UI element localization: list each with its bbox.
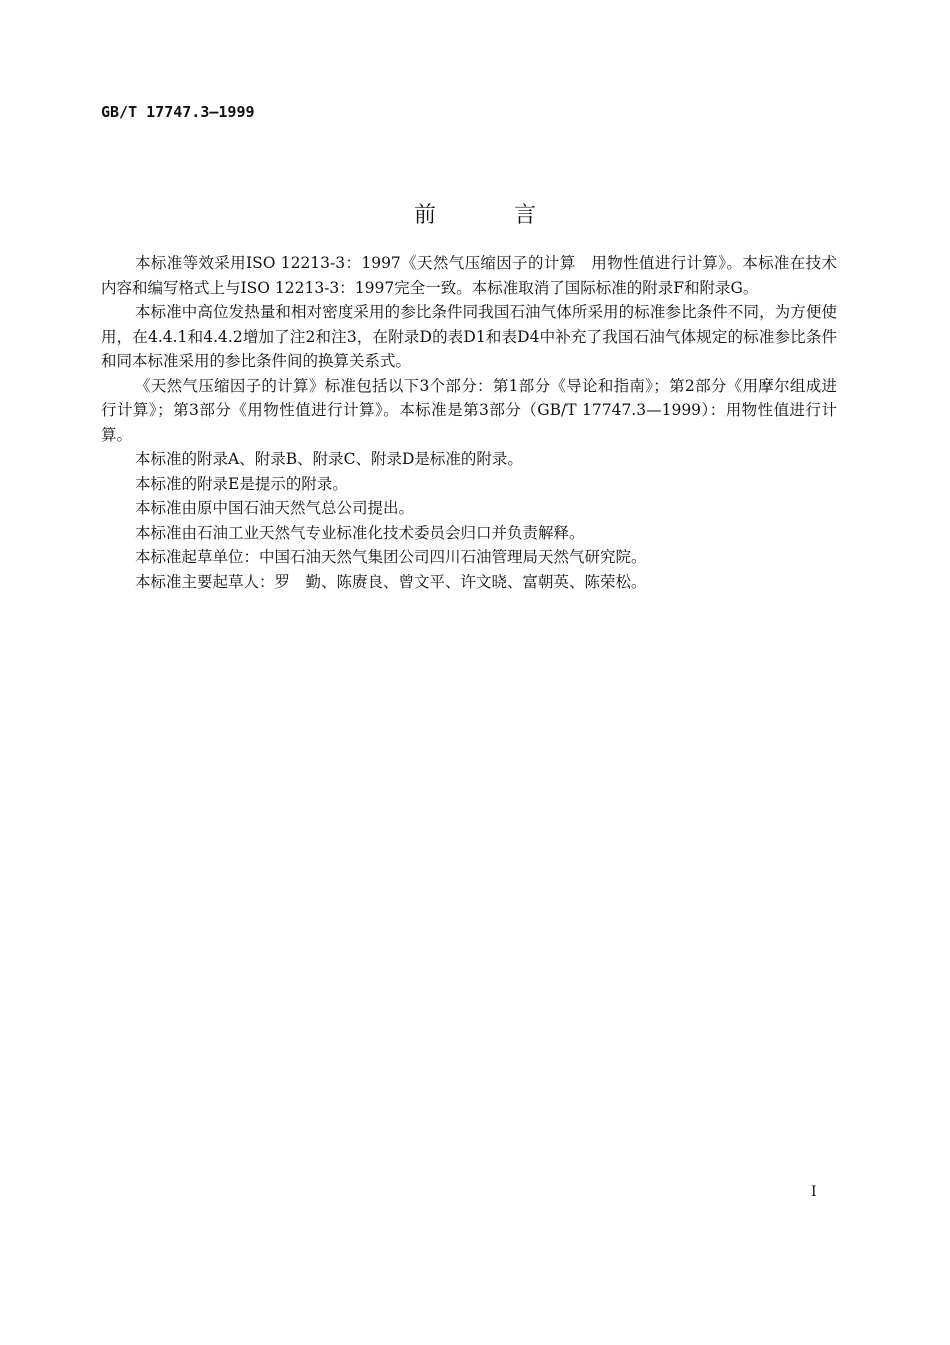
standard-code: GB/T 17747.3—1999 bbox=[101, 103, 255, 121]
foreword-body bbox=[101, 251, 837, 594]
page-number: I bbox=[811, 1184, 817, 1200]
paragraph-committee: 本标准由石油工业天然气专业标准化技术委员会归口并负责解释。 bbox=[135, 523, 585, 542]
paragraph-proposer: 本标准由原中国石油天然气总公司提出。 bbox=[135, 499, 415, 517]
paragraph-reference-conditions: 本标准中高位发热量和相对密度采用的参比条件同我国石油气体所采用的标准参比条件不同，为方便使用，在4.4.1和4.4.2增加了注2和注3，在附录D的表D1和表D4中补充了我国石油气体规定的标准参比条件和同本标准采用的参比条件间的换算关系式。 bbox=[101, 303, 837, 370]
paragraph-normative-annexes: 本标准的附录A、附录B、附录C、附录D是标准的附录。 bbox=[135, 450, 523, 468]
paragraph-informative-annex: 本标准的附录E是提示的附录。 bbox=[135, 474, 348, 493]
paragraph-drafters: 本标准主要起草人：罗 勤、陈赓良、曾文平、许文晓、富朝英、陈荣松。 bbox=[135, 572, 647, 591]
paragraph-adoption: 本标准等效采用ISO 12213-3：1997《天然气压缩因子的计算 用物性值进行计算》。本标准在技术内容和编写格式上与ISO 12213-3：1997完全一致。本标准取消了国际标准的附录F和附录G。 bbox=[101, 254, 837, 297]
paragraph-parts: 《天然气压缩因子的计算》标准包括以下3个部分：第1部分《导论和指南》；第2部分《用摩尔组成进行计算》；第3部分《用物性值进行计算》。本标准是第3部分（GB/T 17747.3—1999）：用物性值进行计算。 bbox=[101, 376, 837, 444]
foreword-title: 前言 bbox=[413, 203, 614, 228]
paragraph-drafting-unit: 本标准起草单位：中国石油天然气集团公司四川石油管理局天然气研究院。 bbox=[135, 548, 647, 566]
